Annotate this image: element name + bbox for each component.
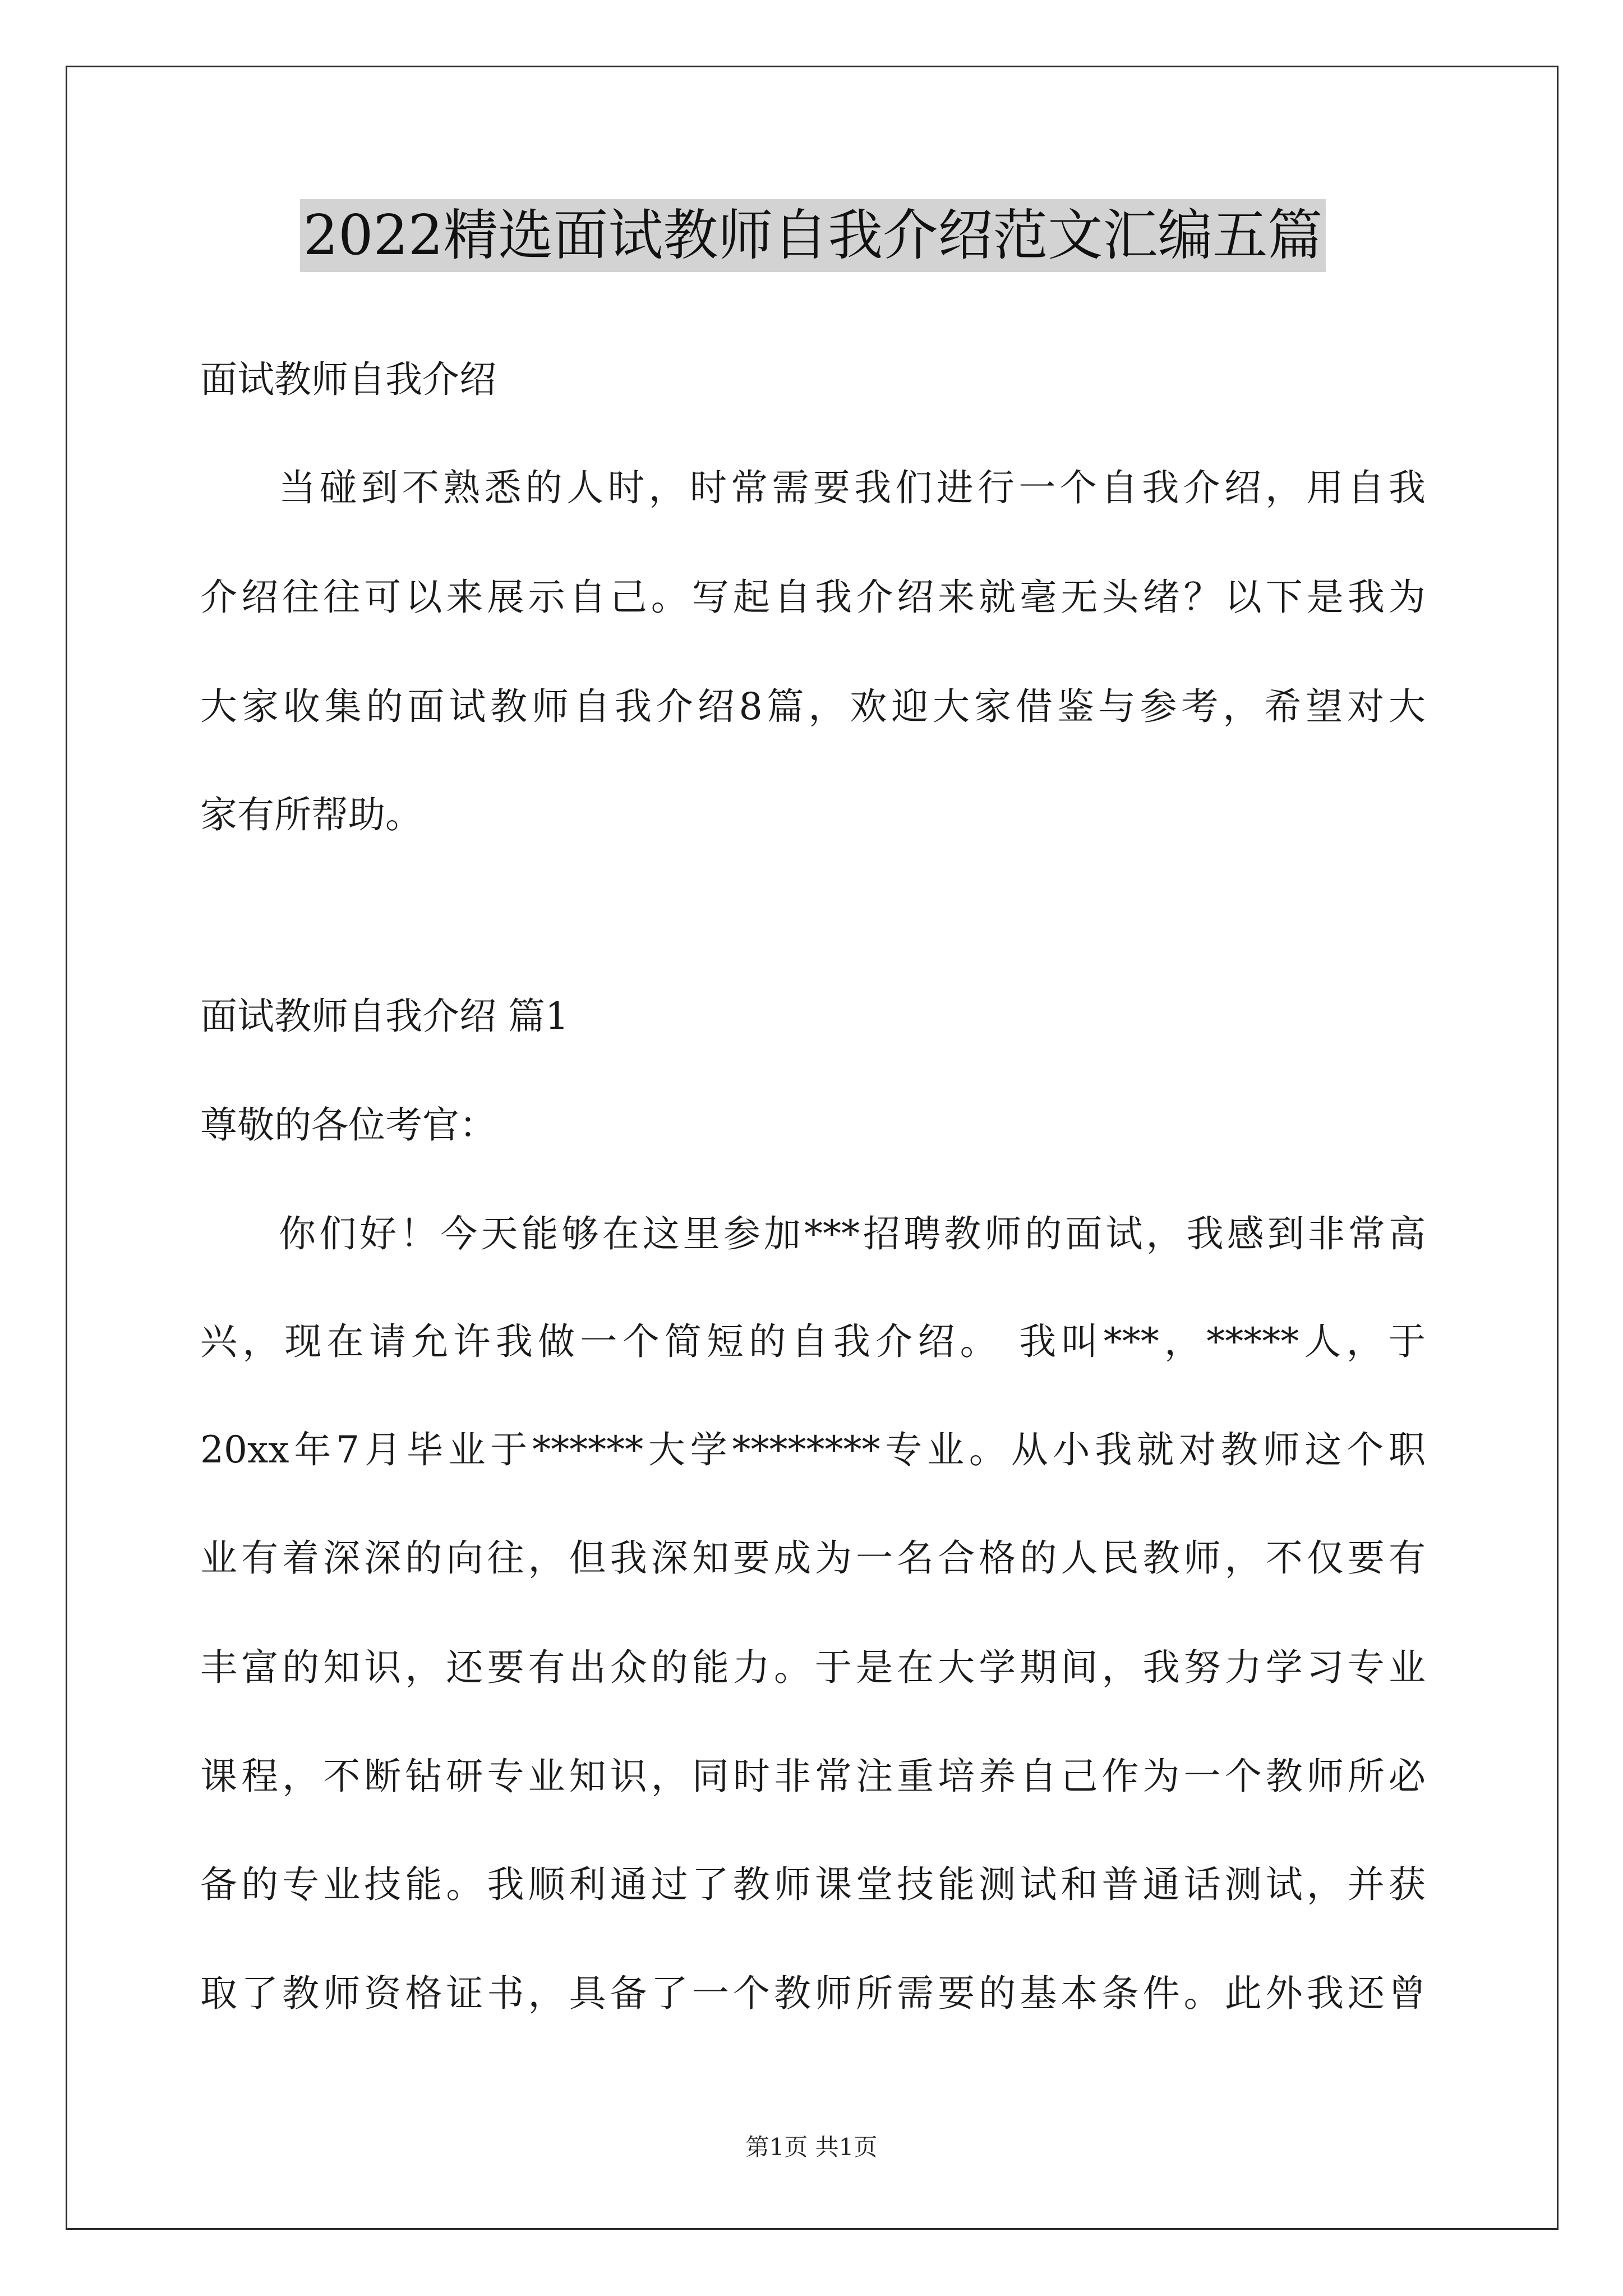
document-title: 2022精选面试教师自我介绍范文汇编五篇	[300, 199, 1326, 272]
greeting: 尊敬的各位考官：	[200, 1103, 496, 1147]
body-line: 兴，现在请允许我做一个简短的自我介绍。 我叫***，*****人，于	[200, 1320, 1426, 1363]
body-line: 丰富的知识，还要有出众的能力。于是在大学期间，我努力学习专业	[200, 1646, 1426, 1689]
body-line: 业有着深深的向往，但我深知要成为一名合格的人民教师，不仅要有	[200, 1536, 1426, 1580]
body-line: 20xx年7月毕业于******大学********专业。从小我就对教师这个职	[200, 1428, 1426, 1471]
body-line: 取了教师资格证书，具备了一个教师所需要的基本条件。此外我还曾	[200, 1972, 1426, 2015]
intro-line: 家有所帮助。	[200, 793, 422, 836]
title-wrap	[200, 199, 1426, 272]
intro-heading: 面试教师自我介绍	[200, 358, 496, 401]
page-footer: 第1页 共1页	[745, 2133, 878, 2161]
body-line: 你们好！今天能够在这里参加***招聘教师的面试，我感到非常高	[279, 1212, 1426, 1255]
body-line: 备的专业技能。我顺利通过了教师课堂技能测试和普通话测试，并获	[200, 1863, 1426, 1906]
intro-line: 当碰到不熟悉的人时，时常需要我们进行一个自我介绍，用自我	[279, 466, 1426, 509]
body-line: 课程，不断钻研专业知识，同时非常注重培养自己作为一个教师所必	[200, 1755, 1426, 1798]
section-heading: 面试教师自我介绍 篇1	[200, 995, 569, 1038]
intro-line: 大家收集的面试教师自我介绍8篇，欢迎大家借鉴与参考，希望对大	[200, 685, 1426, 728]
intro-line: 介绍往往可以来展示自己。写起自我介绍来就毫无头绪？以下是我为	[200, 576, 1426, 619]
